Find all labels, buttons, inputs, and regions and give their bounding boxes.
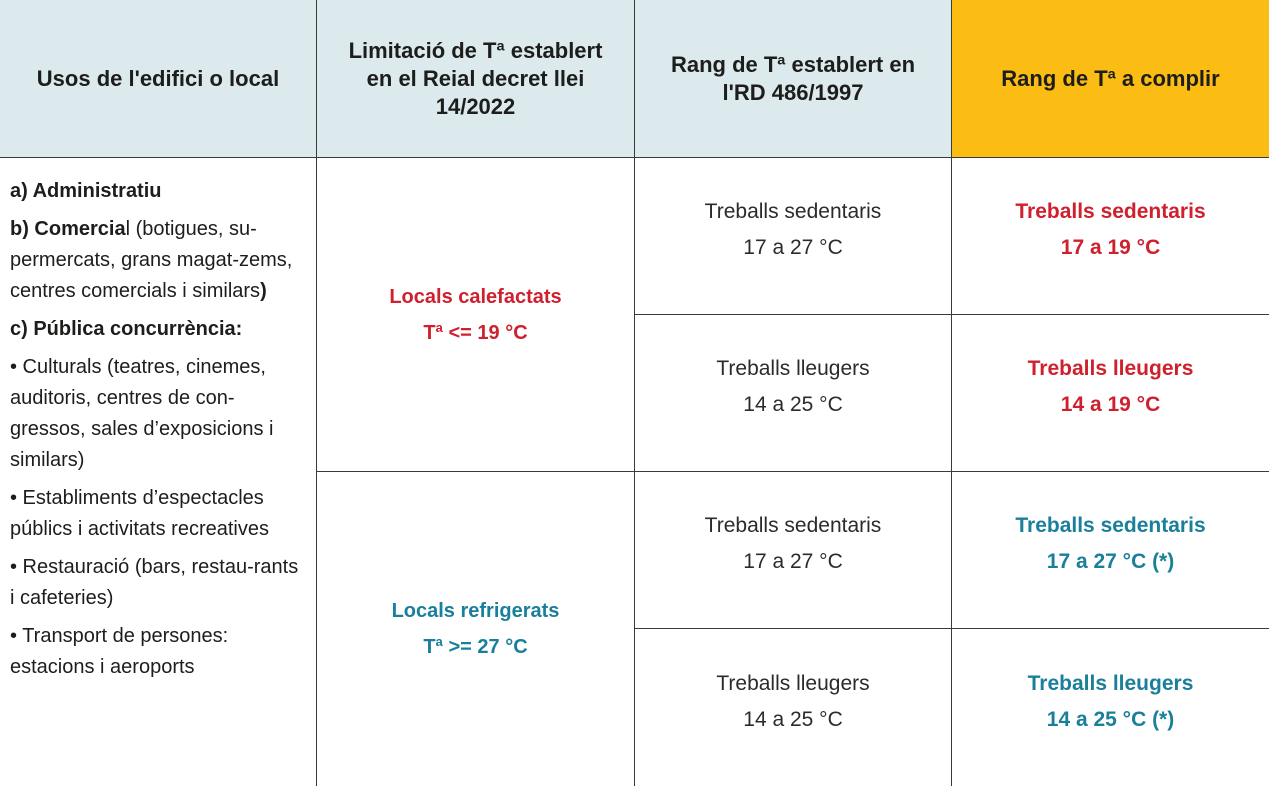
- comply-label: Treballs lleugers: [1027, 357, 1194, 380]
- header-rd: Rang de Tª establert en l'RD 486/1997: [635, 0, 952, 158]
- comply-label: Treballs sedentaris: [1015, 514, 1206, 537]
- limit-cooled-value: Tª >= 27 °C: [423, 636, 528, 658]
- rd-cell-2: [635, 315, 952, 472]
- comply-cell-3: [952, 472, 1269, 629]
- use-commercial-detail: l (botigues, su-permercats, grans magat-zems, centres comercials i similars: [10, 218, 293, 302]
- use-commercial-close: ): [260, 280, 267, 302]
- rd-value: 14 a 25 °C: [743, 393, 843, 416]
- use-public: c) Pública concurrència:: [10, 318, 243, 340]
- rd-label: Treballs lleugers: [716, 671, 870, 695]
- header-uses: Usos de l'edifici o local: [0, 0, 317, 158]
- comply-value: 17 a 19 °C: [1060, 236, 1161, 259]
- comply-value: 17 a 27 °C (*): [1046, 550, 1175, 573]
- limit-heated-value: Tª <= 19 °C: [423, 321, 528, 344]
- comply-label: Treballs sedentaris: [1015, 200, 1206, 223]
- limit-heated-label: Locals calefactats: [389, 285, 562, 308]
- rd-cell-3: [635, 472, 952, 629]
- limit-heated-cell: [317, 158, 635, 472]
- use-bullet-transport: • Transport de persones: estacions i aeroports: [10, 625, 229, 678]
- comply-value: 14 a 19 °C: [1060, 393, 1161, 416]
- use-bullet-shows: • Establiments d’espectacles públics i activitats recreatives: [10, 487, 269, 540]
- use-bullet-culture: • Culturals (teatres, cinemes, auditoris, centres de con-gressos, sales d’exposicions i similars): [10, 356, 274, 471]
- comply-cell-4: [952, 629, 1269, 786]
- rd-value: 17 a 27 °C: [743, 236, 843, 259]
- rd-cell-1: [635, 158, 952, 315]
- rd-label: Treballs sedentaris: [704, 514, 882, 537]
- use-commercial: b) Comercia: [10, 218, 126, 240]
- header-comply: Rang de Tª a complir: [952, 0, 1269, 158]
- rd-value: 14 a 25 °C: [743, 707, 843, 731]
- rd-value: 17 a 27 °C: [743, 550, 843, 573]
- comply-cell-2: [952, 315, 1269, 472]
- limit-cooled-cell: [317, 472, 635, 786]
- limit-cooled-label: Locals refrigerats: [391, 600, 560, 622]
- use-bullet-restaurants: • Restauració (bars, restau-rants i cafeteries): [10, 556, 299, 609]
- comply-cell-1: [952, 158, 1269, 315]
- header-limit: Limitació de Tª establert en el Reial decret llei 14/2022: [317, 0, 635, 158]
- comply-label: Treballs lleugers: [1027, 671, 1194, 695]
- use-administrative: a) Administratiu: [10, 180, 162, 202]
- comply-value: 14 a 25 °C (*): [1046, 707, 1175, 731]
- uses-cell: [0, 158, 317, 786]
- rd-cell-4: [635, 629, 952, 786]
- rd-label: Treballs lleugers: [716, 357, 870, 380]
- rd-label: Treballs sedentaris: [704, 200, 882, 223]
